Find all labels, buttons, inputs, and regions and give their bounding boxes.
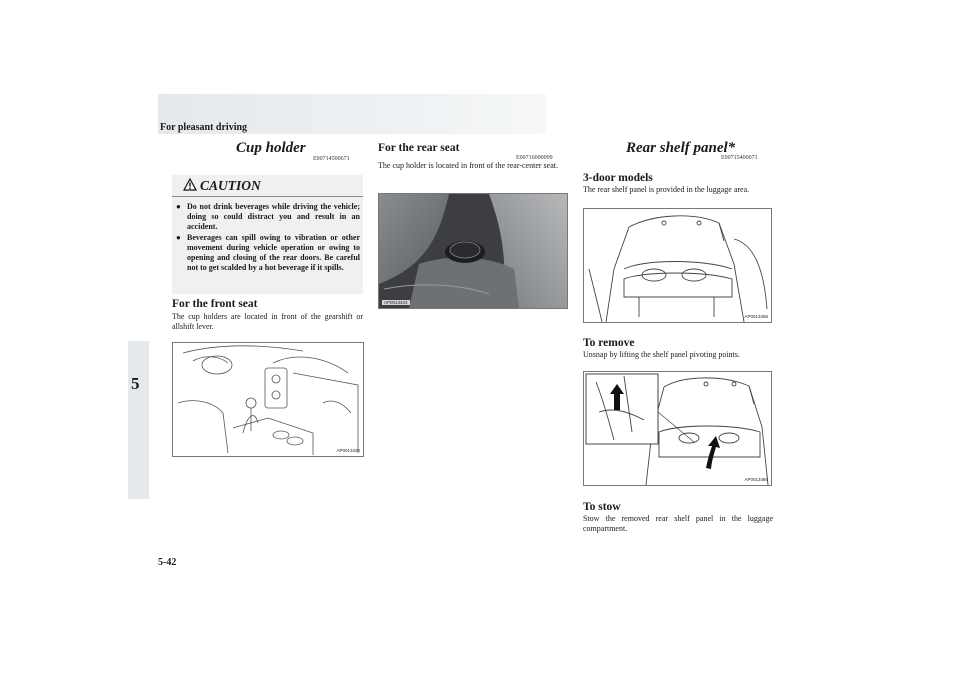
section-tab [128, 341, 149, 499]
door-models-figure [583, 208, 772, 323]
bullet-icon: ● [176, 202, 181, 211]
cup-holder-title: Cup holder [236, 140, 306, 156]
figure-code: AP0013456 [744, 314, 768, 319]
caution-item-text: Beverages can spill owing to vibration or other movement during vehicle operation or owing to opening and closing of the rear doors. Be careful not to get scalded by a hot beverage if it spills. [187, 233, 360, 272]
bullet-icon: ● [176, 233, 181, 242]
figure-code: AP0013430 [336, 448, 360, 453]
rear-shelf-title: Rear shelf panel* [626, 140, 736, 156]
shelf-removal-illustration [584, 372, 771, 485]
caution-box [172, 175, 363, 294]
remove-text: Unsnap by lifting the shelf panel pivoting points. [583, 350, 740, 359]
stow-heading: To stow [583, 501, 621, 513]
rear-seat-heading: For the rear seat [378, 142, 460, 154]
remove-heading: To remove [583, 337, 635, 349]
door-models-text: The rear shelf panel is provided in the luggage area. [583, 185, 750, 194]
door-models-heading: 3-door models [583, 172, 653, 184]
caution-label: CAUTION [200, 178, 261, 193]
rear-seat-photo [378, 193, 568, 309]
front-seat-heading: For the front seat [172, 298, 258, 310]
front-seat-text: The cup holders are located in front of the gearshift or allshift lever. [172, 312, 363, 331]
warning-triangle-icon [183, 178, 197, 191]
cup-holder-code: E00714500671 [313, 156, 350, 162]
rear-seat-text: The cup holder is located in front of the rear-center seat. [378, 161, 558, 170]
page-number: 5-42 [158, 557, 177, 568]
section-number: 5 [131, 374, 140, 393]
front-seat-figure [172, 342, 364, 457]
header-title: For pleasant driving [160, 122, 248, 133]
gearshift-illustration [173, 343, 363, 456]
figure-code: AP0013424 [384, 300, 408, 305]
rear-cup-holder-photo [379, 194, 567, 308]
caution-item-text: Do not drink beverages while driving the vehicle; doing so could distract you and result in an accident. [187, 202, 360, 231]
hatchback-open-illustration [584, 209, 771, 322]
stow-text: Stow the removed rear shelf panel in the luggage compartment. [583, 514, 773, 533]
figure-code: AP0013460 [744, 477, 768, 482]
rear-seat-code: E00716000099 [516, 155, 553, 161]
rear-shelf-code: E00715400071 [721, 155, 758, 161]
remove-figure [583, 371, 772, 486]
caution-header [172, 175, 363, 197]
